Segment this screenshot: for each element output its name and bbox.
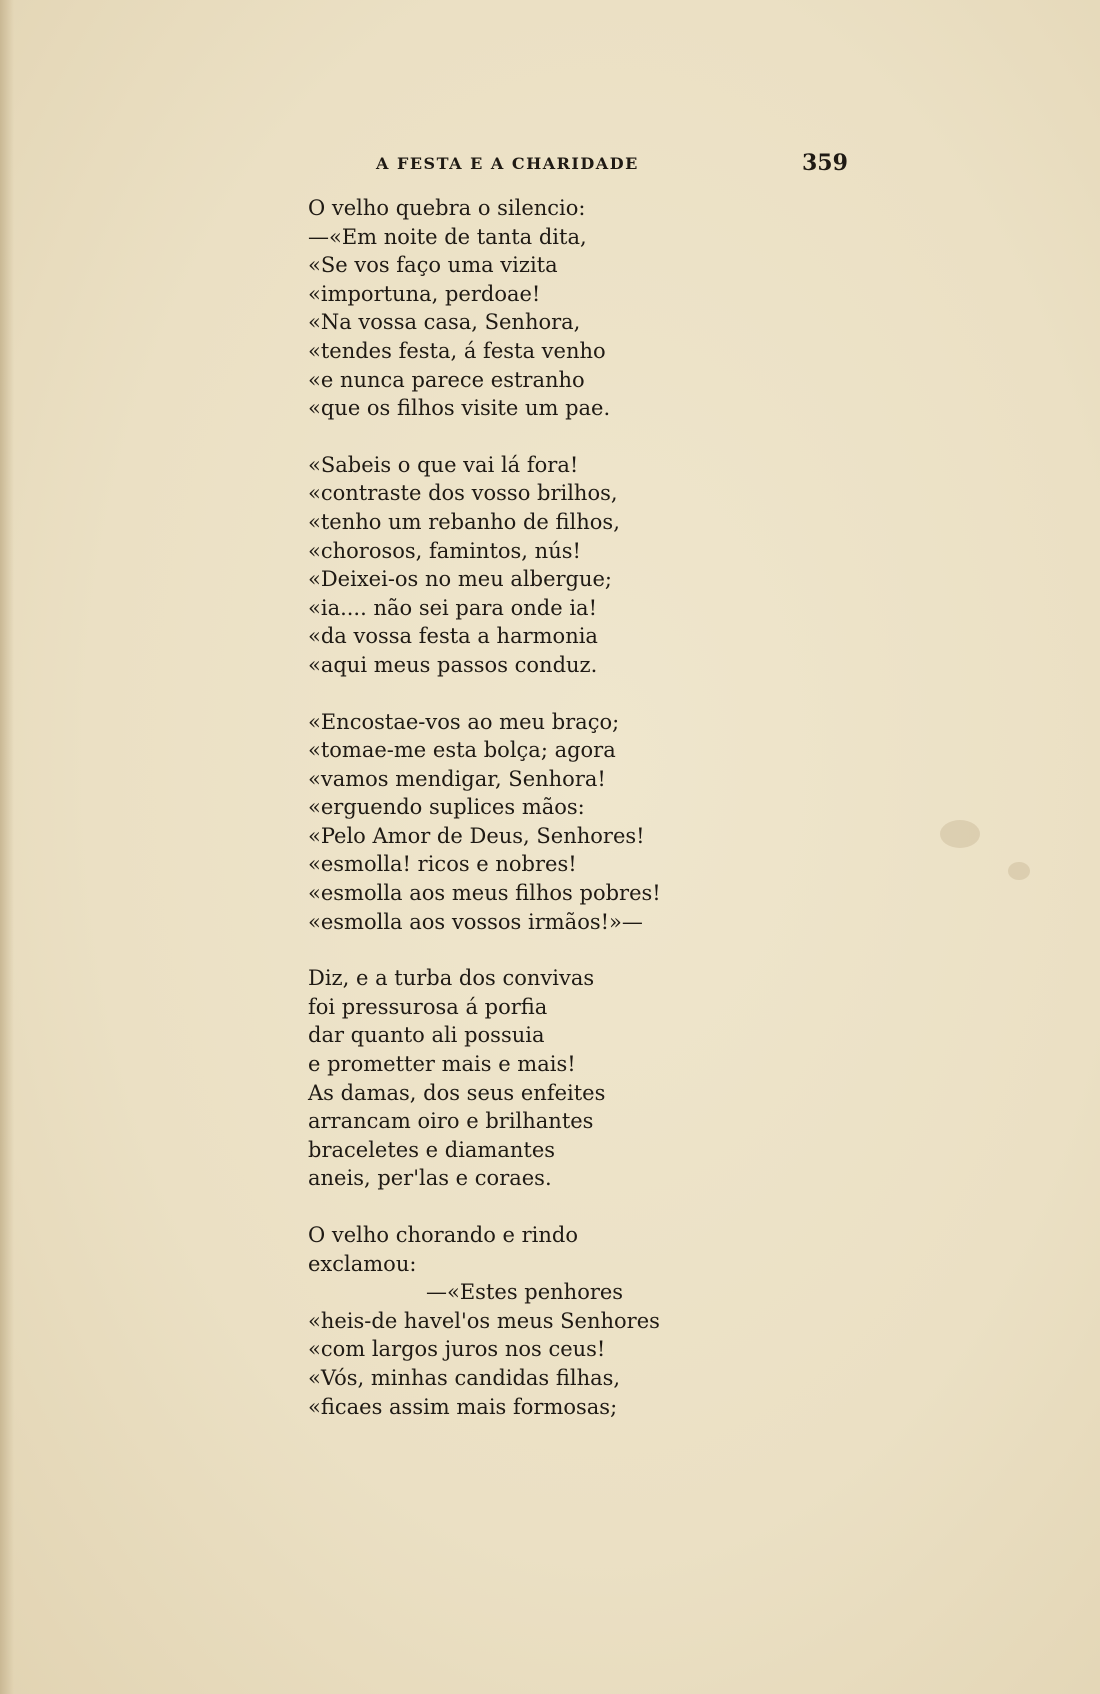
- poem-line: «tendes festa, á festa venho: [308, 338, 606, 363]
- poem-line: «esmolla aos meus filhos pobres!: [308, 881, 661, 906]
- poem: [308, 194, 868, 1449]
- page-gutter-shadow: [0, 0, 14, 1694]
- poem-line: «e nunca parece estranho: [308, 367, 585, 392]
- poem-line: «que os filhos visite um pae.: [308, 396, 611, 421]
- poem-line: «tenho um rebanho de filhos,: [308, 509, 620, 534]
- paper-stain: [940, 820, 980, 848]
- poem-line: «importuna, perdoae!: [308, 281, 541, 306]
- paper-stain: [1008, 862, 1030, 880]
- poem-line: «vamos mendigar, Senhora!: [308, 766, 606, 791]
- poem-line: «esmolla! ricos e nobres!: [308, 852, 577, 877]
- poem-line: «com largos juros nos ceus!: [308, 1337, 606, 1362]
- page-number: 359: [802, 150, 848, 176]
- stanza-2: [308, 451, 868, 680]
- running-title: A FESTA E A CHARIDADE: [376, 154, 639, 173]
- poem-line: braceletes e diamantes: [308, 1137, 556, 1162]
- poem-line: «aqui meus passos conduz.: [308, 652, 598, 677]
- poem-line: «contraste dos vosso brilhos,: [308, 481, 618, 506]
- poem-line: «ficaes assim mais formosas;: [308, 1394, 618, 1419]
- poem-line: dar quanto ali possuia: [308, 1023, 545, 1048]
- stanza-5: [308, 1221, 868, 1421]
- poem-line: «Vós, minhas candidas filhas,: [308, 1365, 621, 1390]
- stanza-1: [308, 194, 868, 423]
- poem-line: Diz, e a turba dos convivas: [308, 966, 595, 991]
- poem-line: «Encostae-vos ao meu braço;: [308, 709, 620, 734]
- poem-line: aneis, per'las e coraes.: [308, 1166, 552, 1191]
- poem-line: exclamou:: [308, 1251, 417, 1276]
- poem-line: As damas, dos seus enfeites: [308, 1080, 606, 1105]
- poem-line: «tomae-me esta bolça; agora: [308, 738, 616, 763]
- poem-line: O velho chorando e rindo: [308, 1223, 578, 1247]
- poem-line: —«Em noite de tanta dita,: [308, 224, 587, 249]
- poem-line: «Deixei-os no meu albergue;: [308, 567, 613, 592]
- stanza-3: [308, 708, 868, 937]
- poem-line: «Pelo Amor de Deus, Senhores!: [308, 823, 645, 848]
- poem-line: «esmolla aos vossos irmãos!»—: [308, 909, 643, 934]
- stanza-4: [308, 964, 868, 1193]
- poem-line: «Na vossa casa, Senhora,: [308, 310, 581, 335]
- poem-line: foi pressurosa á porfia: [308, 994, 548, 1019]
- poem-line: «Se vos faço uma vizita: [308, 253, 558, 278]
- poem-line: «heis-de havel'os meus Senhores: [308, 1308, 660, 1333]
- poem-line: «da vossa festa a harmonia: [308, 624, 598, 649]
- poem-line: «chorosos, famintos, nús!: [308, 538, 581, 563]
- poem-line: «erguendo suplices mãos:: [308, 795, 585, 820]
- poem-line: e prometter mais e mais!: [308, 1052, 576, 1077]
- poem-line: —«Estes penhores: [426, 1280, 624, 1305]
- poem-line: arrancam oiro e brilhantes: [308, 1109, 594, 1134]
- poem-line: «ia.... não sei para onde ia!: [308, 595, 598, 620]
- poem-line: «Sabeis o que vai lá fora!: [308, 452, 579, 477]
- poem-line: O velho quebra o silencio:: [308, 196, 586, 220]
